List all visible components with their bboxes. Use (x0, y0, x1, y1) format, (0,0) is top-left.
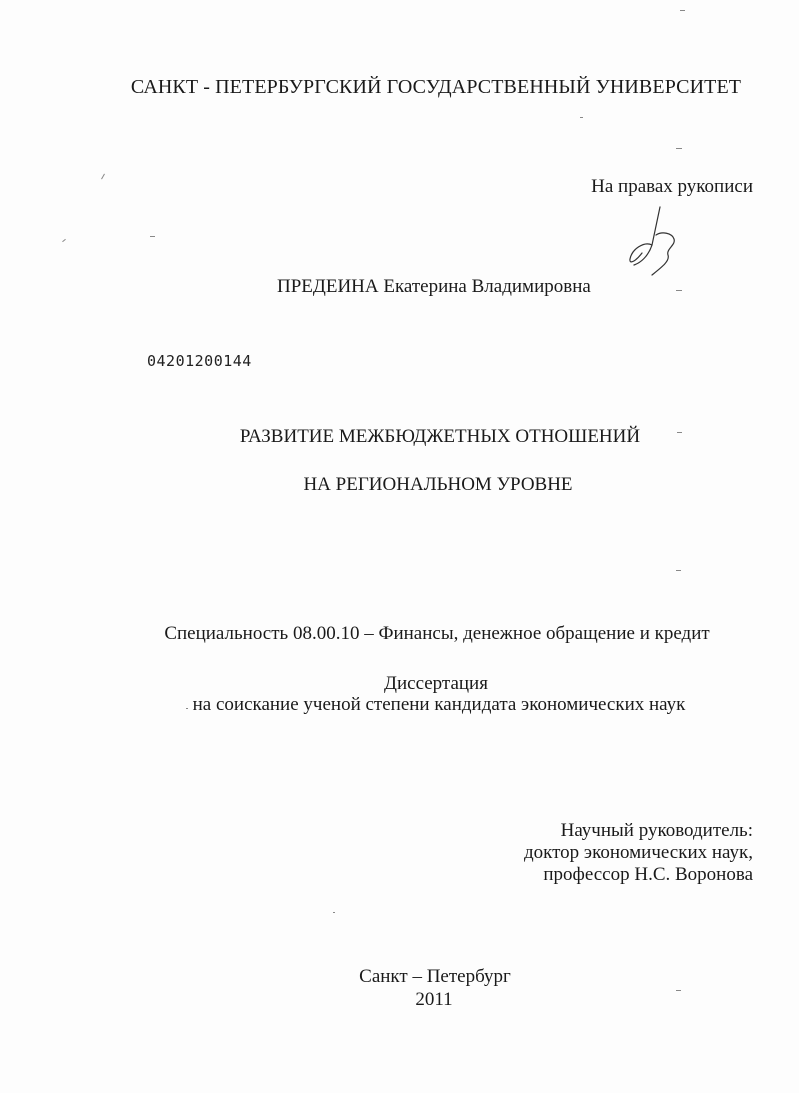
scan-speck (676, 148, 682, 149)
scan-speck (150, 236, 155, 237)
specialty: Специальность 08.00.10 – Финансы, денежное обращение и кредит (164, 623, 710, 644)
registration-code: 04201200144 (147, 352, 252, 370)
advisor-name: профессор Н.С. Воронова (543, 864, 753, 885)
author-name: ПРЕДЕИНА Екатерина Владимировна (277, 276, 591, 297)
thesis-title-line-1: РАЗВИТИЕ МЕЖБЮДЖЕТНЫХ ОТНОШЕНИЙ (239, 426, 641, 447)
city: Санкт – Петербург (359, 966, 511, 987)
scan-speck (677, 432, 682, 433)
thesis-title-line-2: НА РЕГИОНАЛЬНОМ УРОВНЕ (303, 474, 573, 495)
manuscript-rights-note: На правах рукописи (591, 176, 753, 197)
scan-speck (676, 570, 681, 571)
scan-speck (676, 290, 682, 291)
scan-speck (333, 912, 335, 913)
signature-icon (622, 205, 682, 277)
scan-speck (580, 117, 583, 118)
scan-speck (101, 174, 105, 180)
advisor-degree: доктор экономических наук, (523, 842, 753, 863)
scan-speck (186, 708, 188, 709)
dissertation-label: Диссертация (384, 673, 488, 694)
dissertation-description: на соискание ученой степени кандидата экономических наук (192, 694, 686, 715)
scan-speck (676, 990, 681, 991)
advisor-role: Научный руководитель: (560, 820, 753, 841)
year: 2011 (415, 989, 453, 1010)
scan-speck (62, 239, 66, 242)
scan-speck (680, 10, 685, 11)
university-name: САНКТ - ПЕТЕРБУРГСКИЙ ГОСУДАРСТВЕННЫЙ УНИВЕРСИТЕТ (130, 76, 742, 98)
